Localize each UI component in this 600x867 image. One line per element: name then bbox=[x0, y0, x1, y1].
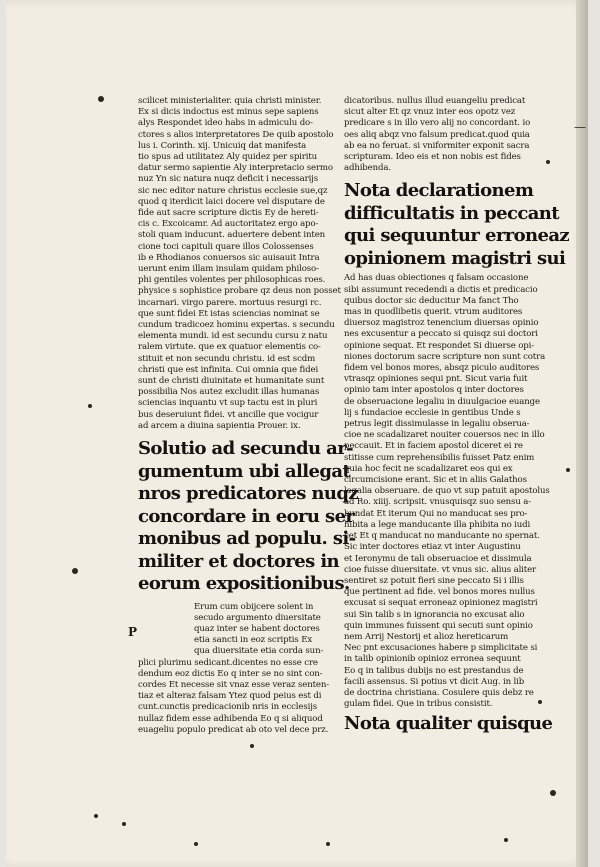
text-line: et Ieronymu de tali obseruacioe et dissimula bbox=[344, 553, 532, 564]
margin-mark: — bbox=[574, 120, 586, 134]
right-section-heading bbox=[344, 180, 570, 270]
text-line: de doctrina christiana. Cosulere quis debz re bbox=[344, 687, 534, 698]
heading-line: Solutio ad secundu ar- bbox=[138, 438, 353, 460]
heading-line: nros predicatores nuqz bbox=[138, 483, 358, 505]
text-line: vtrasqz opiniones sequi pnt. Sicut varia fuit bbox=[344, 374, 528, 385]
text-line: predicare s in illo vero alij no concordant. io bbox=[344, 118, 531, 129]
text-line: cundum tradicoez hominu expertas. s secundu bbox=[138, 320, 335, 331]
text-line: qua diuersitate etia corda sun- bbox=[194, 646, 324, 657]
foxing-spot bbox=[194, 842, 198, 846]
text-line: bundat Et iterum Qui no manducat ses pro- bbox=[344, 508, 528, 519]
text-line: uerunt enim illam insulam quidam philoso- bbox=[138, 264, 319, 275]
text-line: opinio tam inter apostolos q inter doctores bbox=[344, 385, 524, 396]
heading-line: eorum expositionibus. bbox=[138, 573, 350, 595]
text-line: nes excusentur a peccato si quisqz sui doctori bbox=[344, 329, 538, 340]
text-line: dicatoribus. nullus illud euangeliu predicat bbox=[344, 96, 526, 106]
text-line: quaz inter se habent doctores bbox=[194, 624, 320, 634]
foxing-spot bbox=[88, 404, 92, 408]
text-line: Erum cum obijcere solent in bbox=[194, 601, 314, 612]
right-closing-heading: Nota qualiter quisque bbox=[344, 713, 553, 735]
text-line: tio spus ad utilitatez Aly quidez per spiritu bbox=[138, 152, 318, 163]
text-line: circumcisione erant. Sic et in aliis Galathos bbox=[344, 475, 527, 486]
text-line: christi que est infinita. Cui omnia que fidei bbox=[138, 364, 319, 375]
text-line: ad arcem a diuina sapientia Prouer. ix. bbox=[138, 420, 301, 431]
text-line: de obseruacione legaliu in diuulgacioe euange bbox=[344, 396, 540, 407]
heading-line: monibus ad populu. si- bbox=[138, 528, 356, 550]
left-section-heading bbox=[138, 438, 358, 596]
text-line: hibita a lege manducante illa phibita no iudi bbox=[344, 519, 531, 530]
text-line: cet Et q manducat no manducante no spernat. bbox=[344, 531, 540, 542]
right-body-text-b bbox=[344, 273, 550, 710]
foxing-spot bbox=[566, 468, 570, 472]
heading-line: gumentum ubi allegat bbox=[138, 460, 351, 482]
foxing-spot bbox=[250, 744, 254, 748]
foxing-spot bbox=[538, 700, 542, 704]
text-line: bus deseruiunt fidei. vt ancille que vocigur bbox=[138, 409, 319, 420]
heading-line: concordare in eoru ser bbox=[138, 505, 355, 527]
text-line: datur sermo sapientie Aly interpretacio sermo bbox=[138, 163, 333, 174]
left-indented-text bbox=[138, 602, 333, 658]
text-line: scripturam. Ideo eis et non nobis est fides bbox=[344, 152, 521, 163]
heading-line: Nota declarationem bbox=[344, 180, 534, 202]
text-line: nuz Yn sic natura nuqz deficit i necessarijs bbox=[138, 174, 318, 185]
text-line: oes aliq abqz vno falsum predicat.quod quia bbox=[344, 129, 530, 140]
text-line: ab ea no feruat. si vniformiter exponit sacra bbox=[344, 140, 530, 151]
text-line: cioe fuisse diuersitate. vt vnus sic. alius aliter bbox=[344, 564, 536, 575]
foxing-spot bbox=[504, 838, 508, 842]
text-line: sui Sin talib s in ignorancia no excusat alio bbox=[344, 609, 525, 620]
text-line: niones doctorum sacre scripture non sunt cotra bbox=[344, 351, 546, 362]
text-line: secudo argumento diuersitate bbox=[194, 612, 321, 623]
text-line: sic nec editor nature christus ecclesie sue,qz bbox=[138, 185, 328, 196]
text-line: que pertinent ad fide. vel bonos mores nullus bbox=[344, 587, 535, 598]
foxing-spot bbox=[546, 160, 550, 164]
text-line: sibi assumunt recedendi a dictis et predicacio bbox=[344, 284, 538, 295]
text-line: Sic inter doctores etiaz vt inter Augustinu bbox=[344, 542, 521, 553]
foxing-spot bbox=[98, 96, 104, 102]
text-line: euageliu populo predicat ab oto vel dece prz. bbox=[138, 724, 329, 735]
text-line: incarnari. virgo parere. mortuus resurgi rc. bbox=[138, 297, 322, 308]
text-line: ib e Rhodianos conuersos sic auisauit Intra bbox=[138, 252, 320, 263]
text-line: legalia obseruare. de quo vt sup patuit apostolus bbox=[344, 486, 550, 497]
text-line: physice s sophistice probare qz deus non posset bbox=[138, 286, 341, 297]
text-line: Eo q in talibus dubijs no est prestandus de bbox=[344, 665, 524, 676]
text-line: plici plurimu sedicant.dicentes no esse cre bbox=[138, 657, 318, 668]
text-line: petrus legit dissimulasse in legaliu obserua- bbox=[344, 419, 530, 430]
right-text-column bbox=[344, 96, 570, 736]
text-line: excusat si sequat erroneaz opinionez magistri bbox=[344, 598, 538, 609]
foxing-spot bbox=[326, 842, 330, 846]
text-line: lij s fundacioe ecclesie in gentibus Unde s bbox=[344, 407, 521, 418]
heading-line: difficultatis in peccant bbox=[344, 202, 559, 224]
heading-line: opinionem magistri sui bbox=[344, 247, 566, 269]
heading-line: militer et doctores in bbox=[138, 550, 340, 572]
right-body-text-a bbox=[344, 96, 544, 174]
foxing-spot bbox=[72, 568, 78, 574]
foxing-spot bbox=[94, 814, 98, 818]
text-line: ad Ro. xiiij. scripsit. vnusquisqz suo sensu a- bbox=[344, 497, 532, 508]
left-body-text-b bbox=[138, 658, 333, 736]
text-line: stitisse cum reprehensibilis fuisset Patz enim bbox=[344, 452, 535, 463]
text-line: quod q iterdicit laici docere vel disputare de bbox=[138, 196, 325, 207]
text-line: stituit et non secundu christu. id est scdm bbox=[138, 353, 316, 364]
text-line: nem Arrij Nestorij et alioz hereticarum bbox=[344, 631, 509, 642]
text-line: fide aut sacre scripture dictis Ey de hereti- bbox=[138, 208, 319, 219]
text-line: phi gentiles volentes per philosophicas roes. bbox=[138, 275, 326, 286]
text-line: cione toci capituli quare illos Colossenses bbox=[138, 241, 314, 252]
text-line: peccauit. Et in faciem apostol diceret ei re bbox=[344, 441, 523, 452]
text-line: cis c. Excoicamr. Ad auctoritatez ergo apo- bbox=[138, 219, 319, 230]
text-line: alys Respondet ideo habs in admiculu do- bbox=[138, 118, 313, 129]
text-line: quia hoc fecit ne scadalizaret eos qui ex bbox=[344, 463, 513, 474]
text-line: ralem virtute. que ex quatuor elementis co- bbox=[138, 342, 321, 353]
text-line: sicut alter Et qz vnuz inter eos opotz vez bbox=[344, 107, 516, 118]
text-line: dendum eoz dictis Eo q inter se no sint con- bbox=[138, 668, 323, 679]
text-line: ctores s alios interpretatores De quib apostolo bbox=[138, 129, 334, 140]
text-line: nullaz fidem esse adhibenda Eo q si aliquod bbox=[138, 713, 323, 724]
text-line: Nec pnt excusaciones habere p simplicitate si bbox=[344, 643, 538, 654]
text-line: cioe ne scadalizaret nouiter couersos nec in illo bbox=[344, 430, 545, 441]
text-line: in talib opinionib opinioz erronea sequunt bbox=[344, 654, 521, 665]
text-line: quin immunes fuissent qui secuti sunt opinio bbox=[344, 620, 533, 631]
text-line: que sunt fidei Et istas sciencias nominat se bbox=[138, 308, 320, 319]
text-line: scilicet ministerialiter. quia christi minister. bbox=[138, 96, 322, 106]
text-line: stoli quam inducunt. aduertere debent inten bbox=[138, 230, 326, 241]
text-line: lus i. Corinth. xij. Unicuiq dat manifesta bbox=[138, 140, 307, 151]
left-body-text-a bbox=[138, 96, 341, 432]
text-line: elementa mundi. id est secundu cursu z natu bbox=[138, 331, 328, 342]
text-line: cordes Et necesse sit vnaz esse veraz senten- bbox=[138, 680, 329, 691]
text-line: sentiret sz potuit fieri sine peccato Si i illis bbox=[344, 575, 524, 586]
heading-line: qui sequuntur erroneaz bbox=[344, 225, 570, 247]
text-line: possibilia Nos autez excludit illas humanas bbox=[138, 387, 320, 398]
text-line: etia sancti in eoz scriptis Ex bbox=[194, 635, 313, 646]
text-line: facili assensus. Si potius vt dicit Aug. in lib bbox=[344, 676, 525, 687]
text-line: Ex si dicis indoctus est minus sepe sapiens bbox=[138, 107, 319, 118]
text-line: opinione sequat. Et respondet Si diuerse opi- bbox=[344, 340, 535, 351]
text-line: sciencias inquantu vt sup tactu est in pluri bbox=[138, 398, 318, 409]
foxing-spot bbox=[122, 822, 126, 826]
text-line: diuersoz magistroz tenencium diuersas opinio bbox=[344, 318, 539, 329]
book-page bbox=[6, 0, 588, 867]
text-line: mas in quodlibetis querit. vtrum auditores bbox=[344, 307, 523, 318]
initial-letter-mark: P bbox=[128, 624, 138, 639]
left-text-column bbox=[128, 96, 358, 736]
text-line: sunt de christi diuinitate et humanitate sunt bbox=[138, 376, 325, 387]
text-line: Ad has duas obiectiones q falsam occasione bbox=[344, 273, 529, 284]
text-line: fidem vel bonos mores, absqz piculo auditores bbox=[344, 363, 540, 374]
text-line: cunt.cunctis predicacionib nris in ecclesijs bbox=[138, 702, 317, 713]
text-line: tiaz et alteraz falsam Ytez quod peius est di bbox=[138, 691, 322, 702]
text-line: adhibenda. bbox=[344, 163, 391, 174]
text-line: quibus doctor sic deducitur Ma fanct Tho bbox=[344, 295, 519, 306]
text-line: gulam fidei. Que in tribus consistit. bbox=[344, 699, 493, 710]
foxing-spot bbox=[550, 790, 556, 796]
